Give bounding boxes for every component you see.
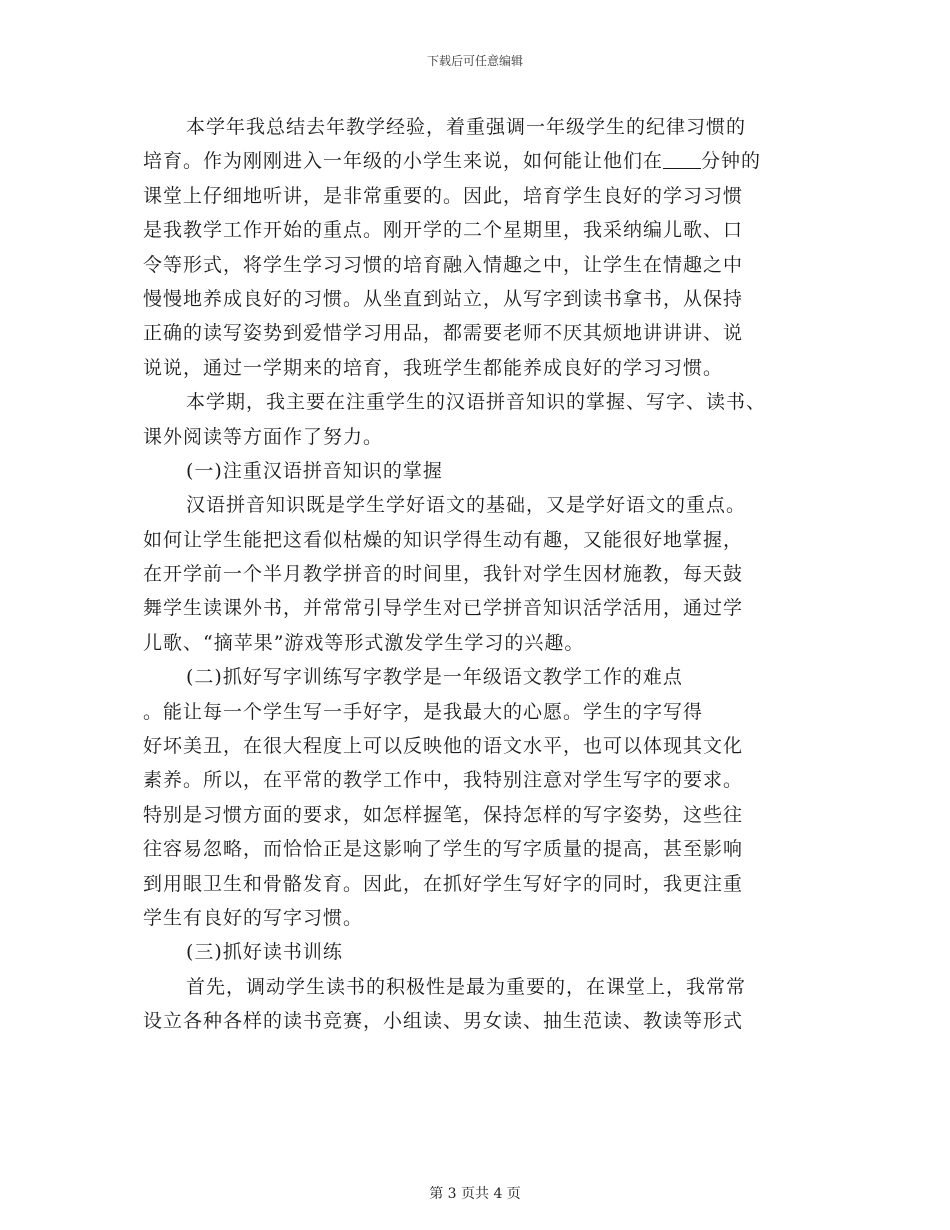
paragraph-line: 课堂上仔细地听讲，是非常重要的。因此，培育学生良好的学习习惯: [143, 184, 744, 207]
line-text: 分钟的: [701, 150, 762, 173]
paragraph-line: 设立各种各样的读书竞赛，小组读、男女读、抽生范读、教读等形式: [143, 1010, 744, 1033]
paragraph-line: 在开学前一个半月教学拼音的时间里，我针对学生因材施教，每天鼓: [143, 563, 744, 586]
page-header: 下载后可任意编辑: [426, 54, 523, 68]
paragraph-line: [143, 144, 823, 178]
paragraph-line: 慢慢地养成良好的习惯。从坐直到站立，从写字到读书拿书，从保持: [143, 287, 744, 310]
paragraph-line: 本学期，我主要在注重学生的汉语拼音知识的掌握、写字、读书、: [186, 391, 767, 414]
paragraph-line: 。能让每一个学生写一手好字，是我最大的心愿。学生的字写得: [143, 700, 704, 723]
paragraph-line: 首先，调动学生读书的积极性是最为重要的，在课堂上，我常常: [186, 975, 747, 998]
paragraph-line: 到用眼卫生和骨骼发育。因此，在抓好学生写好字的同时，我更注重: [143, 872, 744, 895]
paragraph-line: 课外阅读等方面作了努力。: [143, 425, 384, 448]
paragraph-line: 学生有良好的写字习惯。: [143, 906, 364, 929]
paragraph-line: 正确的读写姿势到爱惜学习用品，都需要老师不厌其烦地讲讲讲、说: [143, 322, 744, 345]
line-text: 培育。作为刚刚进入一年级的小学生来说，如何能让他们在: [143, 150, 664, 173]
paragraph-line: 说说，通过一学期来的培育，我班学生都能养成良好的学习习惯。: [143, 356, 724, 379]
paragraph-line: 令等形式，将学生学习习惯的培育融入情趣之中，让学生在情趣之中: [143, 253, 744, 276]
document-body: [143, 110, 823, 1039]
section-heading: (二)抓好写字训练写字教学是一年级语文教学工作的难点: [186, 666, 683, 689]
paragraph-line: 儿歌、“摘苹果”游戏等形式激发学生学习的兴趣。: [143, 631, 585, 654]
paragraph-line: 如何让学生能把这看似枯燥的知识学得生动有趣，又能很好地掌握，: [143, 528, 744, 551]
section-heading: (三)抓好读书训练: [186, 941, 343, 964]
paragraph-line: 是我教学工作开始的重点。刚开学的二个星期里，我采纳编儿歌、口: [143, 219, 744, 242]
paragraph-line: 好坏美丑，在很大程度上可以反映他的语文水平，也可以体现其文化: [143, 735, 744, 758]
paragraph-line: 舞学生读课外书，并常常引导学生对已学拼音知识活学活用，通过学: [143, 597, 744, 620]
paragraph-line: 素养。所以，在平常的教学工作中，我特别注意对学生写字的要求。: [143, 769, 744, 792]
paragraph-line: 汉语拼音知识既是学生学好语文的基础，又是学好语文的重点。: [186, 494, 747, 517]
paragraph-line: 往容易忽略，而恰恰正是这影响了学生的写字质量的提高，甚至影响: [143, 838, 744, 861]
paragraph-line: 本学年我总结去年教学经验，着重强调一年级学生的纪律习惯的: [186, 116, 747, 138]
section-heading: (一)注重汉语拼音知识的掌握: [186, 459, 443, 482]
fill-in-blank: [663, 148, 701, 169]
page-footer: 第 3 页共 4 页: [429, 1186, 521, 1202]
paragraph-line: 特别是习惯方面的要求，如怎样握笔，保持怎样的写字姿势，这些往: [143, 803, 744, 826]
